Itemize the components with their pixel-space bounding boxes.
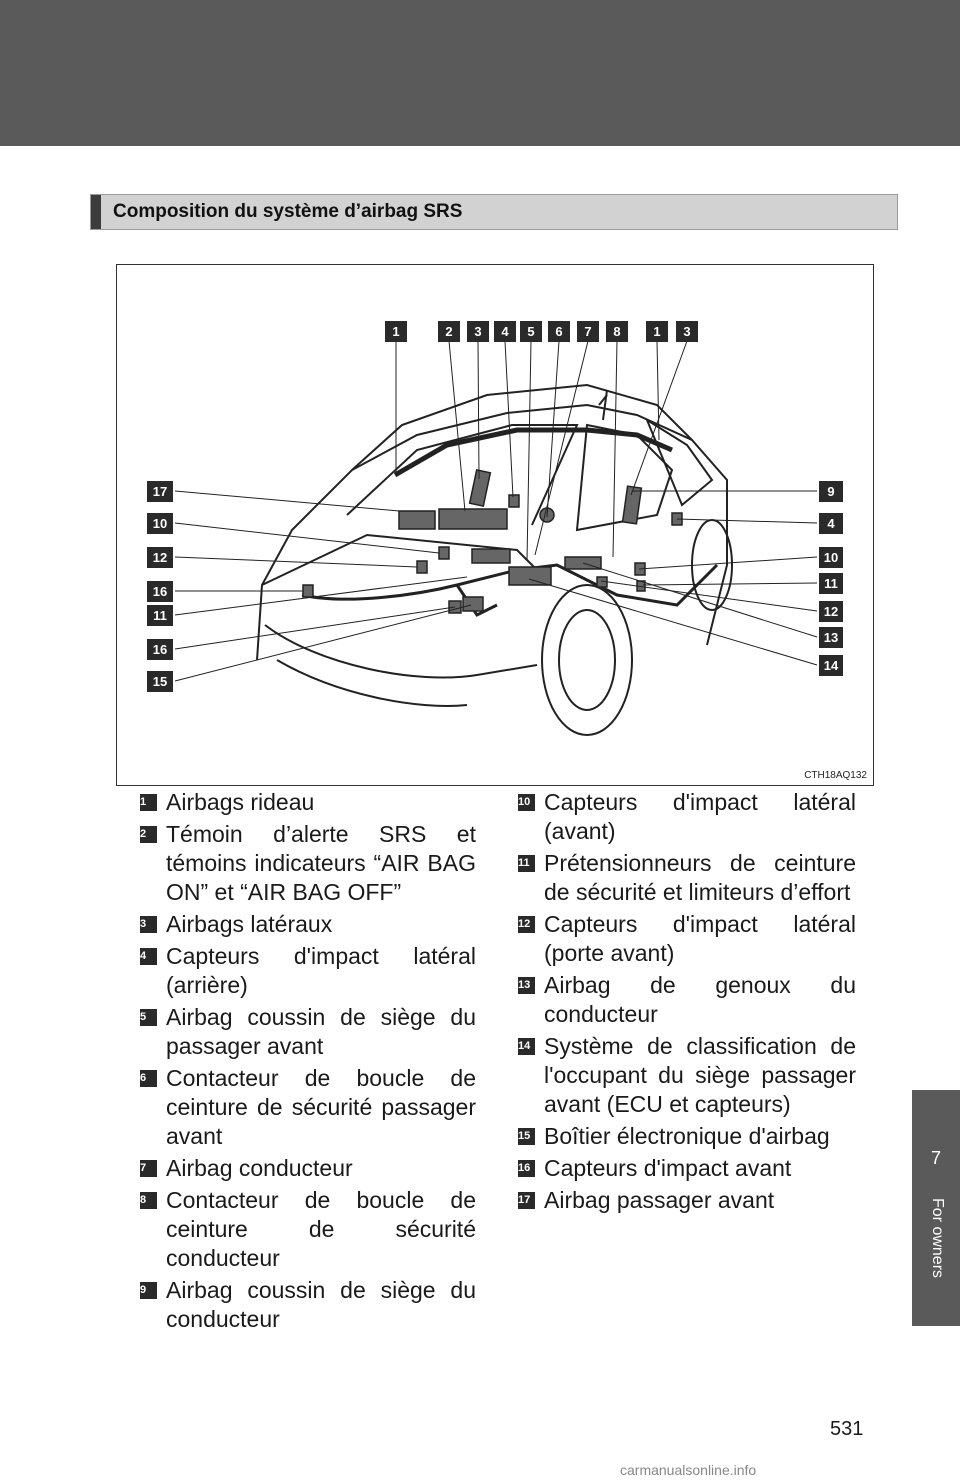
lower-grille	[277, 660, 467, 706]
legend-text: Contacteur de boucle de ceinture de sécurité conducteur	[166, 1187, 476, 1271]
legend-item	[140, 910, 476, 939]
legend-text: Airbag passager avant	[544, 1187, 775, 1213]
legend-item	[140, 942, 476, 1000]
legend-item	[518, 1032, 856, 1119]
legend-right-column	[518, 788, 856, 1218]
callout-left-16b: 16	[147, 639, 173, 660]
car-illustration	[117, 265, 873, 785]
leader-13	[583, 563, 817, 637]
legend-item	[518, 788, 856, 846]
occupant-classification-ecu	[509, 567, 551, 585]
leader-12b	[601, 581, 817, 611]
legend-item	[518, 1186, 856, 1215]
callout-top-8: 8	[606, 321, 628, 342]
leader-15	[175, 605, 471, 681]
legend-item	[518, 1122, 856, 1151]
leader-5	[527, 341, 531, 561]
leader-4b	[677, 519, 817, 523]
legend-number-badge: 11	[518, 855, 535, 872]
legend-text: Prétensionneurs de ceinture de sécurité et limiteurs d’effort	[544, 850, 856, 905]
callout-top-5: 5	[520, 321, 542, 342]
callout-top-7: 7	[577, 321, 599, 342]
passenger-airbag-module	[399, 511, 435, 529]
callout-left-11: 11	[147, 605, 173, 626]
front-impact-sensor-left	[303, 585, 313, 597]
chapter-side-tab[interactable]	[912, 1090, 960, 1326]
legend-text: Airbag coussin de siège du conducteur	[166, 1277, 476, 1332]
srs-warning-light-module	[439, 509, 507, 529]
legend-text: Contacteur de boucle de ceinture de sécurité passager avant	[166, 1065, 476, 1149]
figure-code: CTH18AQ132	[804, 770, 867, 781]
legend-number-badge: 1	[140, 794, 157, 811]
airbag-diagram	[116, 264, 874, 786]
callout-top-3: 3	[467, 321, 489, 342]
callout-left-17: 17	[147, 481, 173, 502]
legend-item	[140, 1003, 476, 1061]
front-wheel	[542, 585, 632, 735]
page-number: 531	[830, 1418, 864, 1440]
leader-11a	[175, 577, 467, 615]
airbag-ecu	[472, 549, 510, 563]
callout-right-11: 11	[819, 573, 843, 594]
callout-right-9: 9	[819, 481, 843, 502]
door-impact-sensor	[417, 561, 427, 573]
legend-item	[140, 820, 476, 907]
callout-right-4: 4	[819, 513, 843, 534]
chapter-label: For owners	[929, 1198, 946, 1279]
legend-number-badge: 10	[518, 794, 535, 811]
legend-number-badge: 8	[140, 1192, 157, 1209]
callout-right-14: 14	[819, 655, 843, 676]
legend-number-badge: 14	[518, 1038, 535, 1055]
legend-number-badge: 12	[518, 916, 535, 933]
leader-16b	[175, 607, 455, 649]
legend-text: Airbag coussin de siège du passager avant	[166, 1004, 476, 1059]
leader-12a	[175, 557, 417, 567]
legend-item	[140, 1064, 476, 1151]
legend-text: Airbag de genoux du conducteur	[544, 972, 856, 1027]
leader-3a	[478, 341, 479, 479]
callout-top-3b: 3	[676, 321, 698, 342]
legend-item	[518, 910, 856, 968]
legend-text: Airbags latéraux	[166, 911, 333, 937]
legend-number-badge: 5	[140, 1009, 157, 1026]
ecu-box	[463, 597, 483, 611]
chapter-number: 7	[930, 1148, 941, 1168]
callout-top-2: 2	[438, 321, 460, 342]
callout-top-6: 6	[548, 321, 570, 342]
side-impact-sensor-rear	[509, 495, 519, 507]
legend-number-badge: 2	[140, 826, 157, 843]
curtain-airbag-shape	[395, 430, 672, 475]
legend-item	[140, 1186, 476, 1273]
top-band	[0, 0, 960, 146]
legend-text: Capteurs d'impact latéral (avant)	[544, 789, 856, 844]
front-wheel-rim	[559, 610, 615, 710]
section-header	[90, 194, 898, 230]
legend-text: Airbags rideau	[166, 789, 315, 815]
callout-top-4: 4	[494, 321, 516, 342]
callout-right-10: 10	[819, 547, 843, 568]
callout-left-12: 12	[147, 547, 173, 568]
legend-number-badge: 16	[518, 1160, 535, 1177]
legend-number-badge: 7	[140, 1160, 157, 1177]
callout-right-13: 13	[819, 627, 843, 648]
callout-top-1: 1	[385, 321, 407, 342]
leader-17	[175, 491, 399, 511]
legend-left-column	[140, 788, 476, 1337]
legend-text: Capteurs d'impact latéral (arrière)	[166, 943, 476, 998]
leader-8	[613, 341, 617, 557]
legend-text: Airbag conducteur	[166, 1155, 353, 1181]
section-header-bar	[91, 195, 101, 229]
section-title: Composition du système d’airbag SRS	[113, 201, 463, 222]
watermark: carmanualsonline.info	[620, 1462, 757, 1478]
legend-number-badge: 15	[518, 1128, 535, 1145]
antenna-mast	[603, 390, 607, 420]
leader-7	[535, 341, 588, 555]
callout-top-1b: 1	[646, 321, 668, 342]
legend-number-badge: 9	[140, 1282, 157, 1299]
front-bumper	[265, 625, 537, 678]
legend-item	[140, 1276, 476, 1334]
legend-number-badge: 3	[140, 916, 157, 933]
callout-left-15: 15	[147, 671, 173, 692]
legend-number-badge: 4	[140, 948, 157, 965]
legend-item	[140, 1154, 476, 1183]
leader-3b	[631, 341, 687, 495]
legend-text: Capteurs d'impact latéral (porte avant)	[544, 911, 856, 966]
leader-4a	[505, 341, 513, 497]
legend-text: Boîtier électronique d'airbag	[544, 1123, 830, 1149]
legend-number-badge: 6	[140, 1070, 157, 1087]
legend-number-badge: 17	[518, 1192, 535, 1209]
front-side-impact-sensor	[439, 547, 449, 559]
legend-item	[518, 1154, 856, 1183]
legend-item	[518, 849, 856, 907]
legend-item	[140, 788, 476, 817]
legend-number-badge: 13	[518, 977, 535, 994]
callout-right-12: 12	[819, 601, 843, 622]
legend-item	[518, 971, 856, 1029]
side-window-rear	[647, 420, 712, 505]
side-airbag-left	[470, 470, 491, 506]
legend-text: Capteurs d'impact avant	[544, 1155, 792, 1181]
callout-left-16a: 16	[147, 581, 173, 602]
legend-text: Système de classification de l'occupant du siège passager avant (ECU et capteurs)	[544, 1033, 856, 1117]
legend-text: Témoin d’alerte SRS et témoins indicateurs “AIR BAG ON” et “AIR BAG OFF”	[166, 821, 476, 905]
callout-left-10: 10	[147, 513, 173, 534]
